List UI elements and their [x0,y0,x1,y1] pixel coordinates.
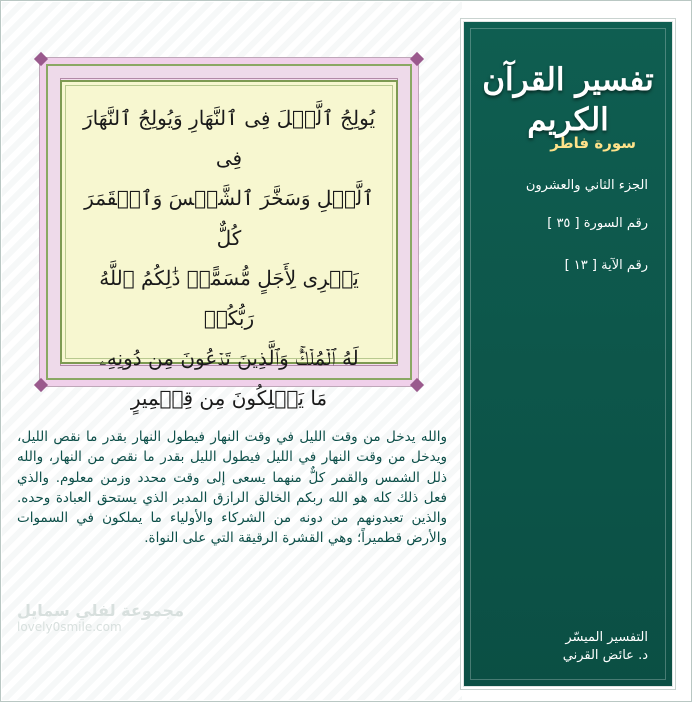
verse-line: مَا يَمۡلِكُونَ مِن قِطۡمِيرٍ [130,386,328,410]
ayah-number: رقم الآية [ ١٣ ] [564,258,648,273]
surah-name: سورة فاطر [550,134,636,152]
tafsir-text: والله يدخل من وقت الليل في وقت النهار فيطول النهار بقدر ما نقص الليل، ويدخل من وقت النهار في الليل فيطول الليل بقدر ما نقص من النهار، والله ذلل الشمس والقمر كلٌّ منهما يسعى إلى وقت محدد وزمن معلوم. والذي فعل ذلك كله هو الله ربكم الخالق الرازق المدبر الذي يستحق العبادة وحده. والذين تعبدونهم من دونه من الشركاء والأولياء ما يملكون في السموات والأرض قطميراً؛ وهي القشرة الرقيقة التي على النواة. [17,429,447,547]
watermark-latin: lovely0smile.com [17,620,122,634]
footer-title: التفسير الميسّر [565,630,648,645]
verse-line: لَهُ ٱلۡمُلۡكُۚ وَٱلَّذِينَ تَدۡعُونَ مِن دُونِهِۦ [99,346,359,370]
verse-line: ٱلَّيۡلِ وَسَخَّرَ ٱلشَّمۡسَ وَٱلۡقَمَرَ كُلٌّ [84,186,374,250]
sidebar [463,21,673,687]
quran-verse [80,98,378,418]
watermark [17,603,184,635]
watermark-arabic: مجموعة لفلي سمايل [17,601,184,620]
verse-box [60,80,398,410]
page-title: تفسير القرآن الكريم [482,62,654,138]
footer-author: د. عائض القرني [562,648,648,663]
verse-frame [39,57,419,410]
verse-line: يُولِجُ ٱلَّيۡلَ فِى ٱلنَّهَارِ وَيُولِجُ ٱلنَّهَارَ فِى [82,106,376,170]
surah-number: رقم السورة [ ٣٥ ] [547,216,648,231]
juz-label: الجزء الثاني والعشرون [525,178,648,193]
verse-line: يَجۡرِى لِأَجَلٍ مُّسَمًّىۚ ذَٰلِكُمُ ٱللَّهُ رَبُّكُمۡ [99,266,359,330]
